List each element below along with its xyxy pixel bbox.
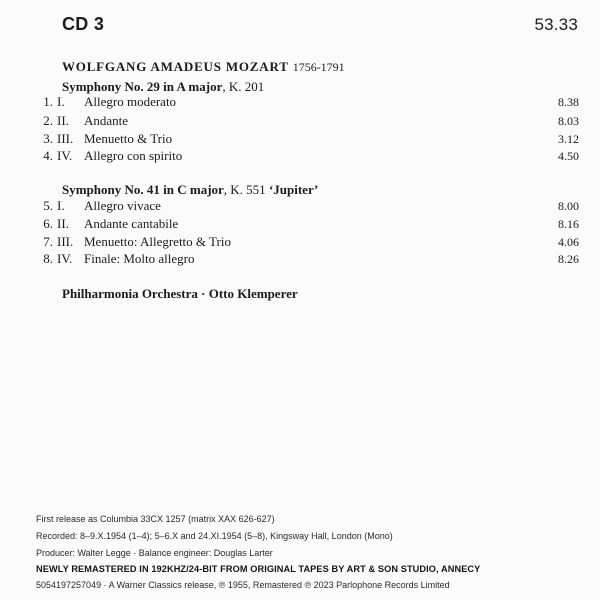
track-number: 4.	[43, 148, 53, 163]
performers: Philharmonia Orchestra · Otto Klemperer	[62, 286, 298, 301]
movement-number: III.	[57, 131, 74, 146]
cd-label: CD 3	[62, 14, 105, 34]
track-number: 8.	[43, 251, 53, 266]
work-title-symphony-41	[62, 182, 318, 198]
track-duration: 4.50	[558, 149, 579, 163]
track-title: Menuetto: Allegretto & Trio	[84, 234, 231, 249]
total-time: 53.33	[534, 15, 578, 34]
track-duration: 3.12	[558, 132, 579, 146]
movement-number: III.	[57, 234, 74, 249]
track-row	[0, 251, 600, 270]
track-title: Andante cantabile	[84, 216, 179, 231]
track-row	[0, 198, 600, 217]
work-title-text: Symphony No. 29 in A major	[62, 79, 223, 94]
movement-number: II.	[57, 216, 69, 231]
track-number: 5.	[43, 198, 53, 213]
track-title: Finale: Molto allegro	[84, 251, 195, 266]
work-catalog: , K. 201	[222, 79, 265, 94]
track-number: 7.	[43, 234, 53, 249]
track-duration: 8.38	[558, 95, 579, 109]
work-title-symphony-29	[62, 79, 264, 95]
track-duration: 4.06	[558, 235, 579, 249]
work-title-text: Symphony No. 41 in C major	[62, 182, 224, 197]
track-row	[0, 216, 600, 235]
credit-producer: Producer: Walter Legge · Balance engineer: Douglas Larter	[36, 548, 273, 558]
track-duration: 8.26	[558, 252, 579, 266]
composer-name: WOLFGANG AMADEUS MOZART	[62, 59, 289, 74]
work-catalog: , K. 551	[223, 182, 269, 197]
track-duration: 8.16	[558, 217, 579, 231]
movement-number: I.	[57, 94, 65, 109]
credit-first-release: First release as Columbia 33CX 1257 (matrix XAX 626-627)	[36, 514, 275, 524]
composer-heading	[62, 59, 345, 75]
track-number: 6.	[43, 216, 53, 231]
movement-number: I.	[57, 198, 65, 213]
movement-number: IV.	[57, 251, 73, 266]
track-duration: 8.00	[558, 199, 579, 213]
composer-dates: 1756-1791	[292, 60, 345, 74]
track-row	[0, 94, 600, 113]
work-nickname: ‘Jupiter’	[268, 182, 319, 197]
track-row	[0, 148, 600, 167]
track-number: 2.	[43, 113, 53, 128]
movement-number: IV.	[57, 148, 73, 163]
track-number: 3.	[43, 131, 53, 146]
track-title: Menuetto & Trio	[84, 131, 173, 146]
track-number: 1.	[43, 94, 53, 109]
track-title: Allegro moderato	[84, 94, 177, 109]
track-duration: 8.03	[558, 114, 579, 128]
track-title: Andante	[84, 113, 129, 128]
movement-number: II.	[57, 113, 69, 128]
track-title: Allegro con spirito	[84, 148, 183, 163]
track-row	[0, 113, 600, 132]
credit-remaster: NEWLY REMASTERED IN 192KHZ/24-BIT FROM ORIGINAL TAPES BY ART & SON STUDIO, ANNECY	[36, 564, 481, 574]
credit-catalog: 5054197257049 · A Warner Classics release, ℗ 1955, Remastered ℗ 2023 Parlophone Records Limited	[36, 580, 450, 590]
track-title: Allegro vivace	[84, 198, 161, 213]
credit-recorded: Recorded: 8–9.X.1954 (1–4); 5–6.X and 24.XI.1954 (5–8), Kingsway Hall, London (Mono)	[36, 531, 393, 541]
